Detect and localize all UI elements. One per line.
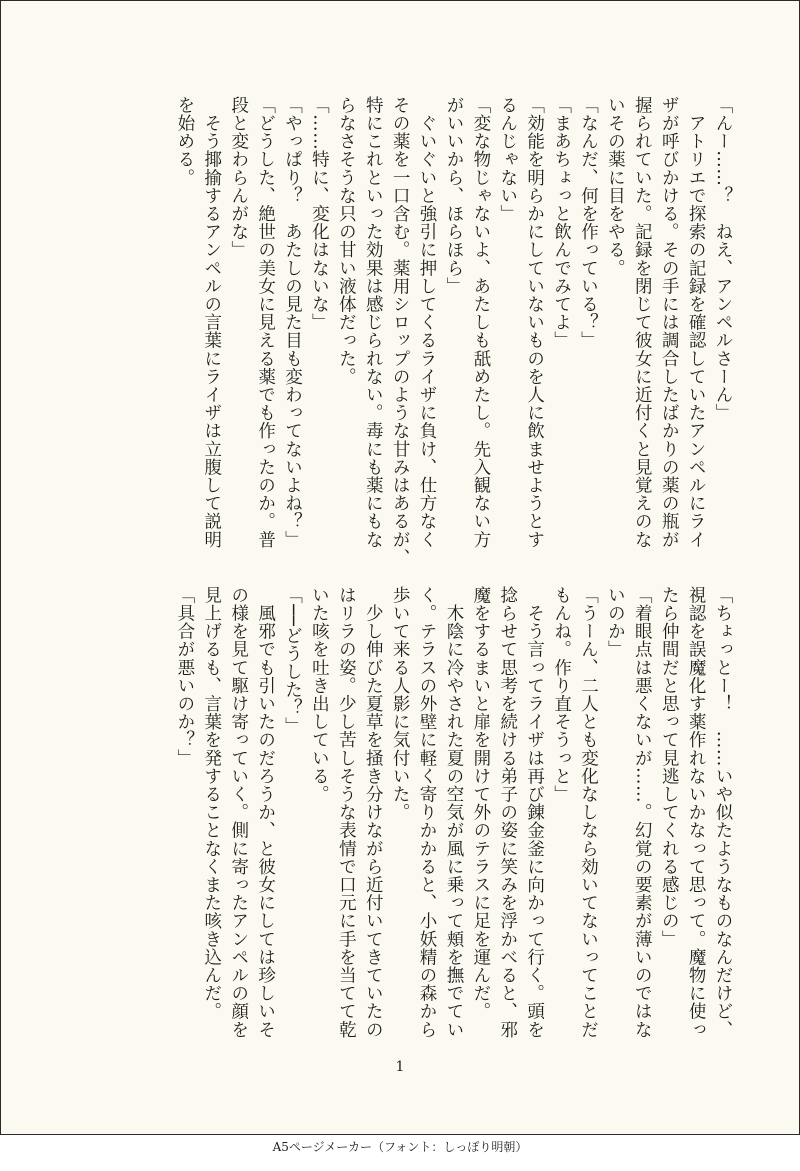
text-line: らなさそうな只の甘い液体だった。 <box>336 96 357 386</box>
text-line: 「効能を明らかにしていないものを人に飲ませようとす <box>524 96 545 549</box>
text-line: 視認を誤魔化す薬作れないかなって思って。魔物に使っ <box>686 586 707 1039</box>
text-line: がいいから、ほらほら」 <box>443 96 464 296</box>
text-line: 少し伸びた夏草を掻き分けながら近付いてきていたの <box>363 586 384 1039</box>
text-line: いた咳を吐き出している。 <box>309 586 330 804</box>
text-line: 段と変わらんがな」 <box>228 96 249 259</box>
text-column-top <box>116 96 736 567</box>
text-line: そう揶揄するアンペルの言葉にライザは立腹して説明 <box>201 96 222 549</box>
text-line: 握られていた。記録を閉じて彼女に近付くと見覚えのな <box>632 96 653 549</box>
text-line: いその薬に目をやる。 <box>605 96 626 277</box>
text-line: 「やっぱり？ あたしの見た目も変わってないよね？」 <box>282 96 303 549</box>
text-line: く。テラスの外壁に軽く寄りかかると、小妖精の森から <box>417 586 438 1039</box>
text-line: 「まあちょっと飲んでみてよ」 <box>551 96 572 350</box>
text-line: を始める。 <box>174 96 195 187</box>
text-line: 魔をするまいと扉を開けて外のテラスに足を運んだ。 <box>470 586 491 1021</box>
text-line: 「……特に、変化はないな」 <box>309 96 330 332</box>
text-column-bottom <box>111 586 736 1039</box>
text-line: 見上げるも、言葉を発することなくまた咳き込んだ。 <box>201 586 222 1021</box>
text-line: いのか」 <box>605 586 626 659</box>
text-line: 木陰に冷やされた夏の空気が風に乗って頬を撫でてい <box>443 586 464 1039</box>
text-line: 「具合が悪いのか？」 <box>174 586 195 767</box>
text-line: 歩いて来る人影に気付いた。 <box>390 586 411 822</box>
text-line: ザが呼びかける。その手には調合したばかりの薬の瓶が <box>659 96 680 549</box>
text-line: ぐいぐいと強引に押してくるライザに負け、仕方なく <box>417 96 438 549</box>
text-line: 「変な物じゃないよ、あたしも舐めたし。先入観ない方 <box>470 96 491 549</box>
text-line: たら仲間だと思って見逃してくれる感じの」 <box>659 586 680 948</box>
text-line: 捻らせて思考を続ける弟子の姿に笑みを浮かべると、邪 <box>497 586 518 1039</box>
text-line: るんじゃない」 <box>497 96 518 223</box>
page-number: 1 <box>395 1059 405 1075</box>
text-line: アトリエで探索の記録を確認していたアンペルにライ <box>686 96 707 549</box>
footer-caption: A5ページメーカー（フォント：しっぽり明朝） <box>272 1140 528 1154</box>
text-line: 「ちょっとー！ ……いや似たようなものなんだけど、 <box>713 586 733 1039</box>
text-line: 「んー……？ ねえ、アンペルさーん」 <box>713 96 733 422</box>
text-line: はリラの姿。少し苦しそうな表情で口元に手を当てて乾 <box>336 586 357 1039</box>
text-line: もんね。作り直そうっと」 <box>551 586 572 804</box>
text-line: の様を見て駆け寄っていく。側に寄ったアンペルの顔を <box>228 586 249 1039</box>
text-line: 「どうした、絶世の美女に見える薬でも作ったのか。普 <box>255 96 276 549</box>
text-line: その薬を一口含む。薬用シロップのような甘みはあるが、 <box>390 96 411 567</box>
text-line: 「なんだ、何を作っている？」 <box>578 96 599 350</box>
text-line: 「──どうした？」 <box>282 586 303 735</box>
text-line: 特にこれといった効果は感じられない。毒にも薬にもな <box>363 96 384 549</box>
text-line: 「うーん、二人とも変化なしなら効いてないってことだ <box>578 586 599 1039</box>
text-line: 「着眼点は悪くないが……。幻覚の要素が薄いのではな <box>632 586 653 1039</box>
text-line: そう言ってライザは再び錬金釜に向かって行く。頭を <box>524 586 545 1039</box>
text-line: 風邪でも引いたのだろうか、と彼女にしては珍しいそ <box>255 586 276 1039</box>
